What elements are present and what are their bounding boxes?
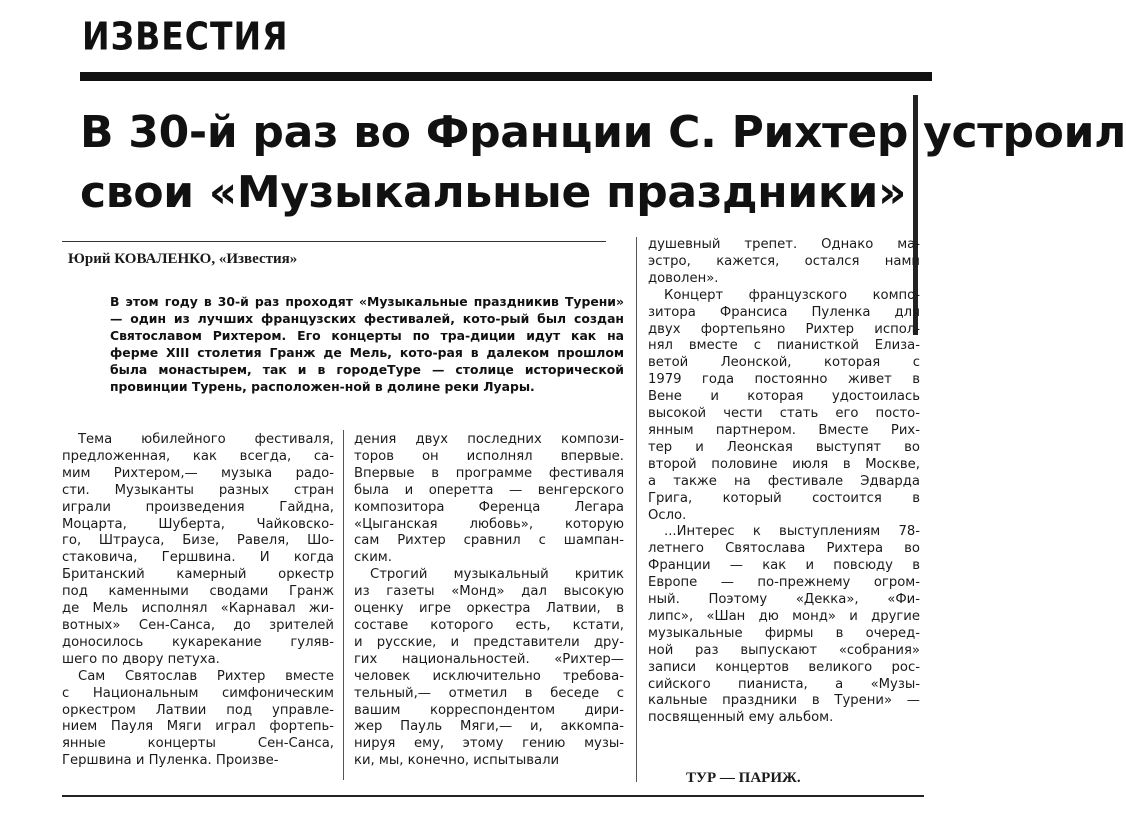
text-line: янным партнером. Вместе Рих-: [648, 422, 920, 438]
text-line: человек исключительно требова-: [354, 668, 624, 684]
text-line: Вене и которая удостоилась: [648, 389, 920, 405]
text-line: 1979 года постоянно живет в: [648, 372, 920, 388]
text-line: Франции — как и повсюду в: [648, 558, 920, 574]
text-line: тер и Леонская выступят во: [648, 439, 920, 455]
text-line: двух фортепьяно Рихтер испол-: [648, 321, 920, 337]
text-line: доволен».: [648, 270, 719, 286]
text-line: эстро, кажется, остался нами: [648, 253, 920, 269]
paragraph: [62, 669, 334, 770]
text-line: Гершвина и Пуленка. Произве-: [62, 753, 279, 769]
text-line: под каменными сводами Гранж: [62, 584, 334, 600]
text-line: диции идут как на ферме XIII столетия Гранж де Мель, кото-: [110, 328, 624, 360]
text-line: В этом году в 30-й раз проходят «Музыкальные праздники: [110, 294, 552, 309]
text-line: ной в долине реки Луары.: [344, 379, 535, 394]
text-line: торов он исполнял впервые.: [354, 448, 624, 464]
signoff: ТУР — ПАРИЖ.: [686, 770, 801, 786]
text-line: Туре — столице исторической провинции Турень, расположен-: [110, 362, 624, 394]
text-line: играли произведения Гайдна,: [62, 499, 334, 515]
text-line: ветой Леонской, которая с: [648, 355, 920, 371]
text-line: мим Рихтером,— музыка радо-: [62, 465, 334, 481]
paragraph: [648, 524, 920, 727]
text-line: Грига, который состоится в: [648, 490, 920, 506]
text-line: нируя ему, этому гению музы-: [354, 736, 624, 752]
text-line: составе которого есть, кстати,: [354, 617, 624, 633]
text-line: записи концертов великого рос-: [648, 659, 920, 675]
lead-paragraph: [110, 293, 624, 395]
text-line: ским.: [354, 550, 392, 566]
paragraph: [354, 432, 624, 567]
byline: Юрий КОВАЛЕНКО, «Известия»: [68, 251, 298, 267]
masthead: ИЗВЕСТИЯ: [82, 14, 289, 59]
text-line: в Турени» — один из лучших французских фестивалей, кото-: [110, 294, 624, 326]
text-line: кальные праздники в Турени» —: [648, 693, 920, 709]
paragraph: [648, 288, 920, 525]
text-line: липс», «Шан дю монд» и другие: [648, 608, 920, 624]
text-line: второй половине июля в Москве,: [648, 456, 920, 472]
text-line: была и оперетта — венгерского: [354, 482, 624, 498]
text-line: музыкальные фирмы в очеред-: [648, 625, 920, 641]
text-line: янные концерты Сен-Санса,: [62, 736, 334, 752]
text-line: ...Интерес к выступлениям 78-: [664, 524, 920, 540]
text-line: нял вместе с пианисткой Елиза-: [648, 338, 920, 354]
text-line: Тема юбилейного фестиваля,: [78, 432, 334, 447]
text-line: Осло.: [648, 507, 687, 523]
masthead-rule: [80, 72, 932, 81]
paragraph: [62, 432, 334, 669]
headline-line-2: свои «Музыкальные праздники»: [80, 167, 907, 218]
text-line: шего по двору петуха.: [62, 651, 220, 667]
article-column-1: [62, 432, 334, 770]
byline-rule: [62, 241, 606, 242]
text-line: высокой чести стать его посто-: [648, 406, 920, 422]
text-line: «Цыганская любовь», которую: [354, 516, 624, 532]
bottom-rule: [62, 795, 924, 797]
text-line: Моцарта, Шуберта, Чайковско-: [62, 516, 334, 532]
article-column-2: [354, 432, 624, 770]
text-line: композитора Ференца Легара: [354, 499, 624, 515]
text-line: Концерт французского компо-: [664, 287, 920, 303]
text-line: го, Штрауса, Бизе, Равеля, Шо-: [62, 533, 334, 549]
text-line: оценку игре оркестра Латвии, в: [354, 601, 624, 617]
headline-line-1: В 30-й раз во Франции С. Рихтер устроил: [80, 107, 1126, 158]
text-line: Строгий музыкальный критик: [370, 567, 624, 583]
text-line: летнего Святослава Рихтера во: [648, 541, 920, 557]
text-line: вотных» Сен-Санса, до зрителей: [62, 617, 334, 633]
text-line: ной раз выпускают «собрания»: [648, 642, 920, 658]
text-line: доносилось кукарекание гуляв-: [62, 634, 334, 650]
text-line: жер Пауль Мяги,— и, аккомпа-: [354, 719, 624, 735]
text-line: оркестром Латвии под управле-: [62, 702, 334, 718]
text-line: ки, мы, конечно, испытывали: [354, 753, 560, 769]
text-line: тельный,— отметил в беседе с: [354, 685, 624, 701]
text-line: из газеты «Монд» дал высокую: [354, 584, 624, 600]
text-line: Европе — по-прежнему огром-: [648, 575, 920, 591]
text-line: сам Рихтер сравнил с шампан-: [354, 533, 624, 549]
text-line: Впервые в программе фестиваля: [354, 465, 624, 481]
paragraph: [354, 567, 624, 770]
column-divider: [343, 430, 344, 780]
article-column-3: [648, 237, 920, 727]
text-line: и русские, и представители дру-: [354, 634, 624, 650]
text-line: Британский камерный оркестр: [62, 567, 334, 583]
text-line: стаковича, Гершвина. И когда: [62, 550, 334, 566]
text-line: гих национальностей. «Рихтер—: [354, 651, 624, 667]
text-line: предложенная, как всегда, са-: [62, 448, 334, 464]
column-divider: [636, 237, 637, 782]
text-line: вашим корреспондентом дири-: [354, 702, 624, 718]
text-line: с Национальным симфоническим: [62, 685, 334, 701]
text-line: рая в далеком прошлом была монастырем, так и в городе: [110, 345, 624, 377]
text-line: Сам Святослав Рихтер вместе: [78, 668, 334, 684]
text-line: а также на фестивале Эдварда: [648, 473, 920, 489]
text-line: зитора Франсиса Пуленка для: [648, 304, 920, 320]
text-line: де Мель исполнял «Карнавал жи-: [62, 601, 334, 617]
paragraph: [648, 237, 920, 288]
text-line: посвященный ему альбом.: [648, 710, 834, 726]
text-line: нием Пауля Мяги играл фортепь-: [62, 719, 334, 735]
headline: [80, 103, 1126, 223]
text-line: ный. Поэтому «Декка», «Фи-: [648, 592, 920, 608]
text-line: сти. Музыканты разных стран: [62, 482, 334, 498]
text-line: дения двух последних компози-: [354, 432, 624, 447]
text-line: сийского пианиста, а «Музы-: [648, 676, 920, 692]
text-line: рый был создан Святославом Рихтером. Его концерты по тра-: [110, 311, 624, 343]
text-line: душевный трепет. Однако ма-: [648, 237, 920, 252]
